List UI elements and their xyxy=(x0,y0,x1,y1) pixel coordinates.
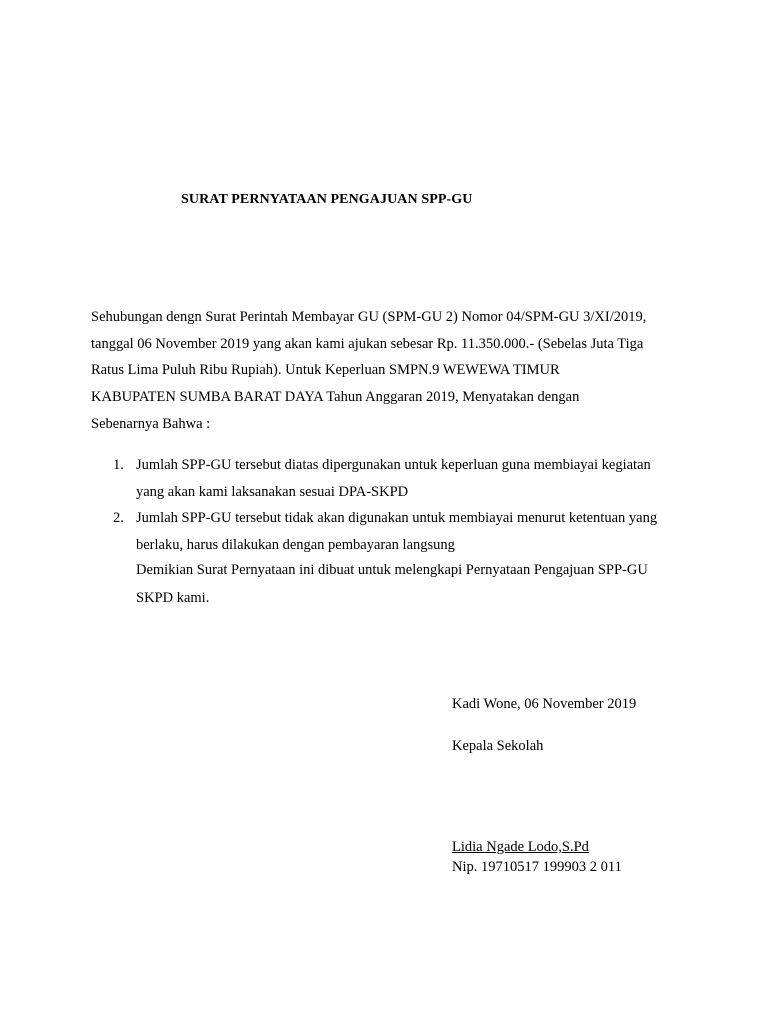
intro-line: Ratus Lima Puluh Ribu Rupiah). Untuk Keperluan SMPN.9 WEWEWA TIMUR xyxy=(91,362,560,379)
intro-paragraph xyxy=(91,304,691,438)
list-item xyxy=(91,452,711,505)
closing-paragraph xyxy=(136,557,648,612)
intro-line: Sebenarnya Bahwa : xyxy=(91,415,211,432)
list-item-line: yang akan kami laksanakan sesuai DPA-SKPD xyxy=(136,483,409,500)
intro-line: tanggal 06 November 2019 yang akan kami ajukan sebesar Rp. 11.350.000.- (Sebelas Juta Tiga xyxy=(91,335,644,352)
closing-line: SKPD kami. xyxy=(136,589,210,606)
intro-line: Sehubungan dengn Surat Perintah Membayar GU (SPM-GU 2) Nomor 04/SPM-GU 3/XI/2019, xyxy=(91,309,647,325)
list-item-line: Jumlah SPP-GU tersebut diatas dipergunakan untuk keperluan guna membiayai kegiatan xyxy=(136,457,651,473)
signature-role: Kepala Sekolah xyxy=(452,738,544,754)
signature-place-date: Kadi Wone, 06 November 2019 xyxy=(452,696,637,712)
signature-nip: Nip. 19710517 199903 2 011 xyxy=(452,859,622,875)
document-title: SURAT PERNYATAAN PENGAJUAN SPP-GU xyxy=(181,192,473,207)
list-item-number: 1. xyxy=(113,457,124,473)
signature-name: Lidia Ngade Lodo,S.Pd xyxy=(452,839,589,855)
closing-line: Demikian Surat Pernyataan ini dibuat untuk melengkapi Pernyataan Pengajuan SPP-GU xyxy=(136,562,648,578)
statement-list xyxy=(91,452,711,558)
list-item xyxy=(91,505,711,558)
list-item-number: 2. xyxy=(113,510,124,526)
list-item-line: Jumlah SPP-GU tersebut tidak akan digunakan untuk membiayai menurut ketentuan yang xyxy=(136,510,658,526)
intro-line: KABUPATEN SUMBA BARAT DAYA Tahun Anggaran 2019, Menyatakan dengan xyxy=(91,389,580,406)
list-item-line: berlaku, harus dilakukan dengan pembayaran langsung xyxy=(136,536,455,553)
